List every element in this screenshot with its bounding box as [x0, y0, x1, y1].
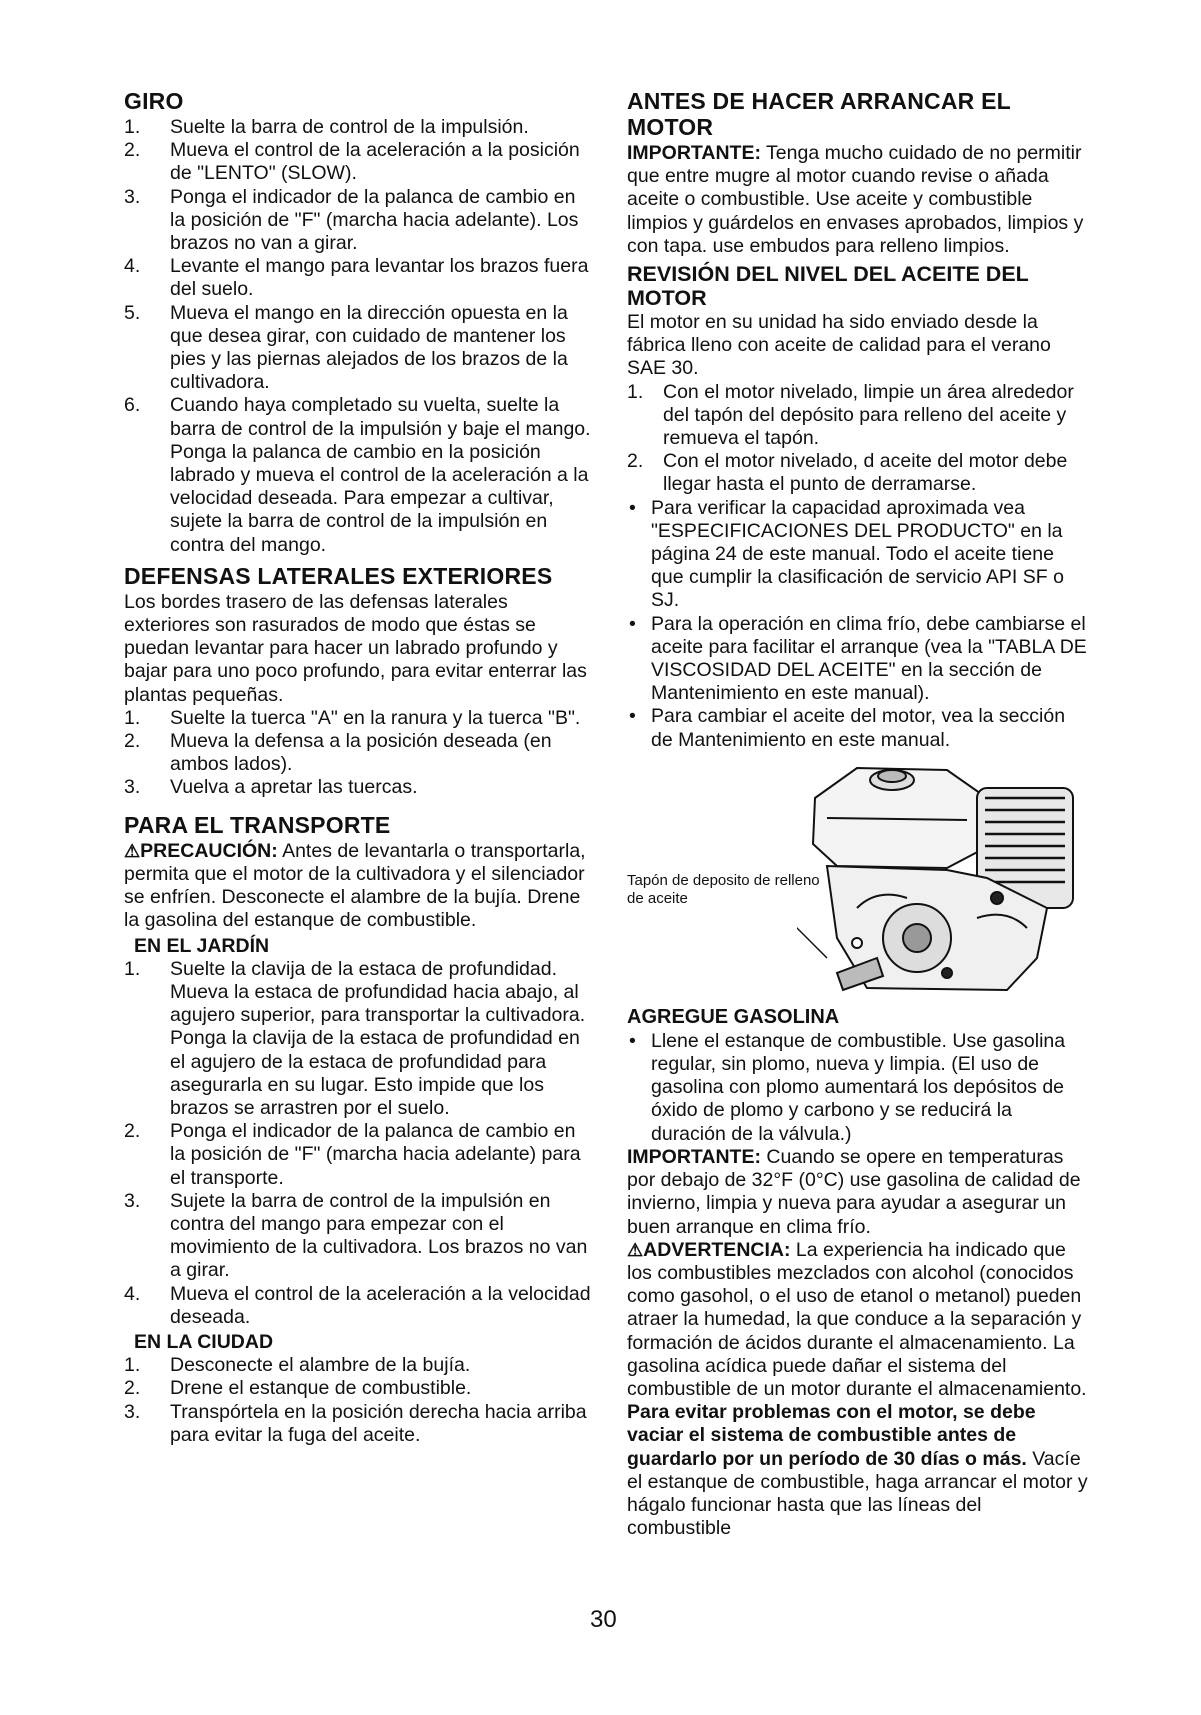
list-item	[124, 139, 596, 185]
item-text: Levante el mango para levantar los brazos fuera del suelo.	[170, 255, 589, 301]
revision-title: REVISIÓN DEL NIVEL DEL ACEITE DEL MOTOR	[627, 262, 1029, 311]
item-text: Para verificar la capacidad aproximada vea "ESPECIFICACIONES DEL PRODUCTO" en la página 24 de este manual. Todo el aceite tiene que cumplir la clasificación de servicio API SF o SJ.	[651, 496, 1064, 612]
revision-list	[627, 381, 1089, 497]
warning-tail-text: Vacíe el estanque de combustible, haga arrancar el motor y hágalo funcionar hasta que las líneas del combustible	[627, 1447, 1088, 1540]
warning-text: La experiencia ha indicado que los combustibles mezclados con alcohol (conocidos como gasohol, o el uso de etanol o metanol) pueden atraer la humedad, la que conduce a la separación y formación de ácidos durante el almacenamiento. La gasolina acídica puede dañar el sistema del combustible de un motor durante el almacenamiento.	[627, 1238, 1087, 1400]
item-number: 3.	[124, 185, 141, 208]
engine-figure	[627, 758, 1089, 998]
list-item	[124, 707, 596, 730]
ciudad-list	[124, 1354, 596, 1447]
bullet: •	[629, 612, 636, 635]
bullet: •	[629, 496, 636, 519]
revision-bullets	[627, 497, 1089, 752]
item-number: 3.	[124, 776, 141, 799]
list-item	[627, 1030, 1089, 1146]
item-number: 4.	[124, 1282, 141, 1305]
list-item	[124, 958, 596, 1120]
item-text: Llene el estanque de combustible. Use gasolina regular, sin plomo, nueva y limpia. (El uso de gasolina con plomo aumentará los depósitos de óxido de plomo y carbono y se reducirá la duración de la válvula.)	[651, 1029, 1066, 1145]
item-number: 3.	[124, 1400, 141, 1423]
item-text: Ponga el indicador de la palanca de cambio en la posición de "F" (marcha hacia adelante) para el transporte.	[170, 1120, 581, 1189]
item-text: Sujete la barra de control de la impulsión en contra del mango para empezar con el movimiento de la cultivadora. Los brazos no van a girar.	[170, 1189, 588, 1282]
list-item	[124, 302, 596, 395]
item-text: Suelte la clavija de la estaca de profundidad. Mueva la estaca de profundidad hacia abajo, al agujero superior, para transportar la cultivadora. Ponga la clavija de la estaca de profundidad en el agujero de la estaca de profundidad para asegurarla en su lugar. Esto impide que los brazos se arrastren por el suelo.	[170, 957, 586, 1119]
warning-icon: ⚠	[124, 840, 141, 861]
item-number: 2.	[124, 139, 141, 162]
item-number: 1.	[124, 957, 141, 980]
bullet: •	[629, 705, 636, 728]
important-text: Tenga mucho cuidado de no permitir que entre mugre al motor cuando revise o añada aceite o combustible. Use aceite y combustible limpios y guárdelos en envases aprobados, limpios y con tapa. use embudos para relleno limpios.	[627, 142, 1084, 257]
item-text: Ponga el indicador de la palanca de cambio en la posición de "F" (marcha hacia adelante). Los brazos no van a girar.	[170, 185, 579, 255]
list-item	[124, 1401, 596, 1447]
item-number: 2.	[627, 450, 644, 473]
list-item	[124, 776, 596, 799]
gasolina-important	[627, 1146, 1089, 1239]
list-item	[124, 116, 596, 139]
item-text: Transpórtela en la posición derecha hacia arriba para evitar la fuga del aceite.	[170, 1400, 587, 1446]
defensas-intro: Los bordes trasero de las defensas laterales exteriores son rasurados de modo que éstas se puedan levantar para hacer un labrado profundo y bajar para uno poco profundo, para evitar enterrar las plantas pequeñas.	[124, 590, 587, 706]
list-item	[124, 186, 596, 256]
ciudad-title: EN LA CIUDAD	[134, 1330, 274, 1353]
antes-important	[627, 142, 1089, 258]
item-number: 1.	[124, 706, 141, 729]
item-number: 2.	[124, 1377, 141, 1400]
engine-illustration	[797, 758, 1079, 998]
list-item	[124, 1120, 596, 1190]
item-number: 2.	[124, 730, 141, 753]
warning-bold-text: Para evitar problemas con el motor, se debe vaciar el sistema de combustible antes de guardarlo por un período de 30 días o más.	[627, 1401, 1036, 1470]
list-item	[124, 1354, 596, 1377]
gasolina-warning	[627, 1239, 1089, 1541]
giro-list	[124, 116, 596, 557]
item-text: Con el motor nivelado, limpie un área alrededor del tapón del depósito para relleno del aceite y remueva el tapón.	[663, 380, 1074, 450]
defensas-list	[124, 707, 596, 800]
item-number: 1.	[627, 380, 644, 403]
transporte-caution	[124, 840, 596, 933]
giro-title: GIRO	[124, 88, 184, 114]
list-item	[124, 1283, 596, 1329]
defensas-title: DEFENSAS LATERALES EXTERIORES	[124, 562, 553, 589]
caution-label: PRECAUCIÓN:	[140, 839, 278, 862]
item-text: Mueva el mango en la dirección opuesta en la que desea girar, con cuidado de mantener los pies y las piernas alejados de los brazos de la cultivadora.	[170, 301, 568, 394]
item-number: 4.	[124, 255, 141, 278]
important-label: IMPORTANTE:	[627, 142, 761, 164]
left-column	[124, 88, 596, 1447]
item-text: Mueva la defensa a la posición deseada (en ambos lados).	[170, 730, 552, 776]
list-item	[124, 1377, 596, 1400]
important-text: Cuando se opere en temperaturas por debajo de 32°F (0°C) use gasolina de calidad de invierno, limpia y nueva para ayudar a asegurar un buen arranque en clima frío.	[627, 1145, 1081, 1238]
list-item	[627, 381, 1089, 451]
list-item	[627, 613, 1089, 706]
item-text: Suelte la barra de control de la impulsión.	[170, 116, 529, 138]
list-item	[627, 497, 1089, 613]
antes-title: ANTES DE HACER ARRANCAR EL MOTOR	[627, 88, 1011, 140]
item-text: Para cambiar el aceite del motor, vea la sección de Mantenimiento en este manual.	[651, 705, 1066, 751]
bullet: •	[629, 1029, 636, 1052]
list-item	[627, 450, 1089, 496]
transporte-title: PARA EL TRANSPORTE	[124, 811, 391, 838]
gasolina-title: AGREGUE GASOLINA	[627, 1005, 840, 1028]
item-text: Con el motor nivelado, d aceite del motor debe llegar hasta el punto de derramarse.	[663, 450, 1068, 496]
jardin-list	[124, 958, 596, 1329]
item-text: Desconecte el alambre de la bujía.	[170, 1354, 471, 1377]
list-item	[124, 1190, 596, 1283]
warning-icon: ⚠	[627, 1239, 644, 1260]
item-text: Para la operación en clima frío, debe cambiarse el aceite para facilitar el arranque (vea la "TABLA DE VISCOSIDAD DEL ACEITE" en la sección de Mantenimiento en este manual).	[651, 612, 1087, 705]
item-text: Mueva el control de la aceleración a la velocidad deseada.	[170, 1282, 591, 1328]
right-column	[627, 88, 1089, 1540]
list-item	[627, 705, 1089, 751]
item-number: 1.	[124, 1354, 141, 1377]
item-text: Suelte la tuerca "A" en la ranura y la tuerca "B".	[170, 706, 581, 729]
important-label: IMPORTANTE:	[627, 1145, 761, 1168]
page-number: 30	[590, 1606, 617, 1633]
gasolina-bullets	[627, 1030, 1089, 1146]
item-number: 1.	[124, 116, 141, 138]
item-number: 2.	[124, 1120, 141, 1143]
item-number: 3.	[124, 1189, 141, 1212]
figure-caption: Tapón de deposito de relleno de aceite	[627, 871, 820, 907]
revision-intro: El motor en su unidad ha sido enviado desde la fábrica lleno con aceite de calidad para el verano SAE 30.	[627, 311, 1051, 380]
item-number: 5.	[124, 301, 141, 324]
item-text: Vuelva a apretar las tuercas.	[170, 776, 418, 799]
caution-text: Antes de levantarla o transportarla, permita que el motor de la cultivadora y el silenciador se enfríen. Desconecte el alambre de la bujía. Drene la gasolina del estanque de combustible.	[124, 839, 586, 932]
jardin-title: EN EL JARDÍN	[134, 934, 270, 957]
item-text: Drene el estanque de combustible.	[170, 1377, 472, 1400]
item-number: 6.	[124, 394, 141, 417]
item-text: Cuando haya completado su vuelta, suelte la barra de control de la impulsión y baje el mango. Ponga la palanca de cambio en la posición labrado y mueva el control de la aceleración a la velocidad deseada. Para empezar a cultivar, sujete la barra de control de la impulsión en contra del mango.	[170, 394, 591, 556]
list-item	[124, 394, 596, 556]
item-text: Mueva el control de la aceleración a la posición de "LENTO" (SLOW).	[170, 139, 580, 185]
warning-label: ADVERTENCIA:	[643, 1238, 791, 1261]
list-item	[124, 255, 596, 301]
list-item	[124, 730, 596, 776]
